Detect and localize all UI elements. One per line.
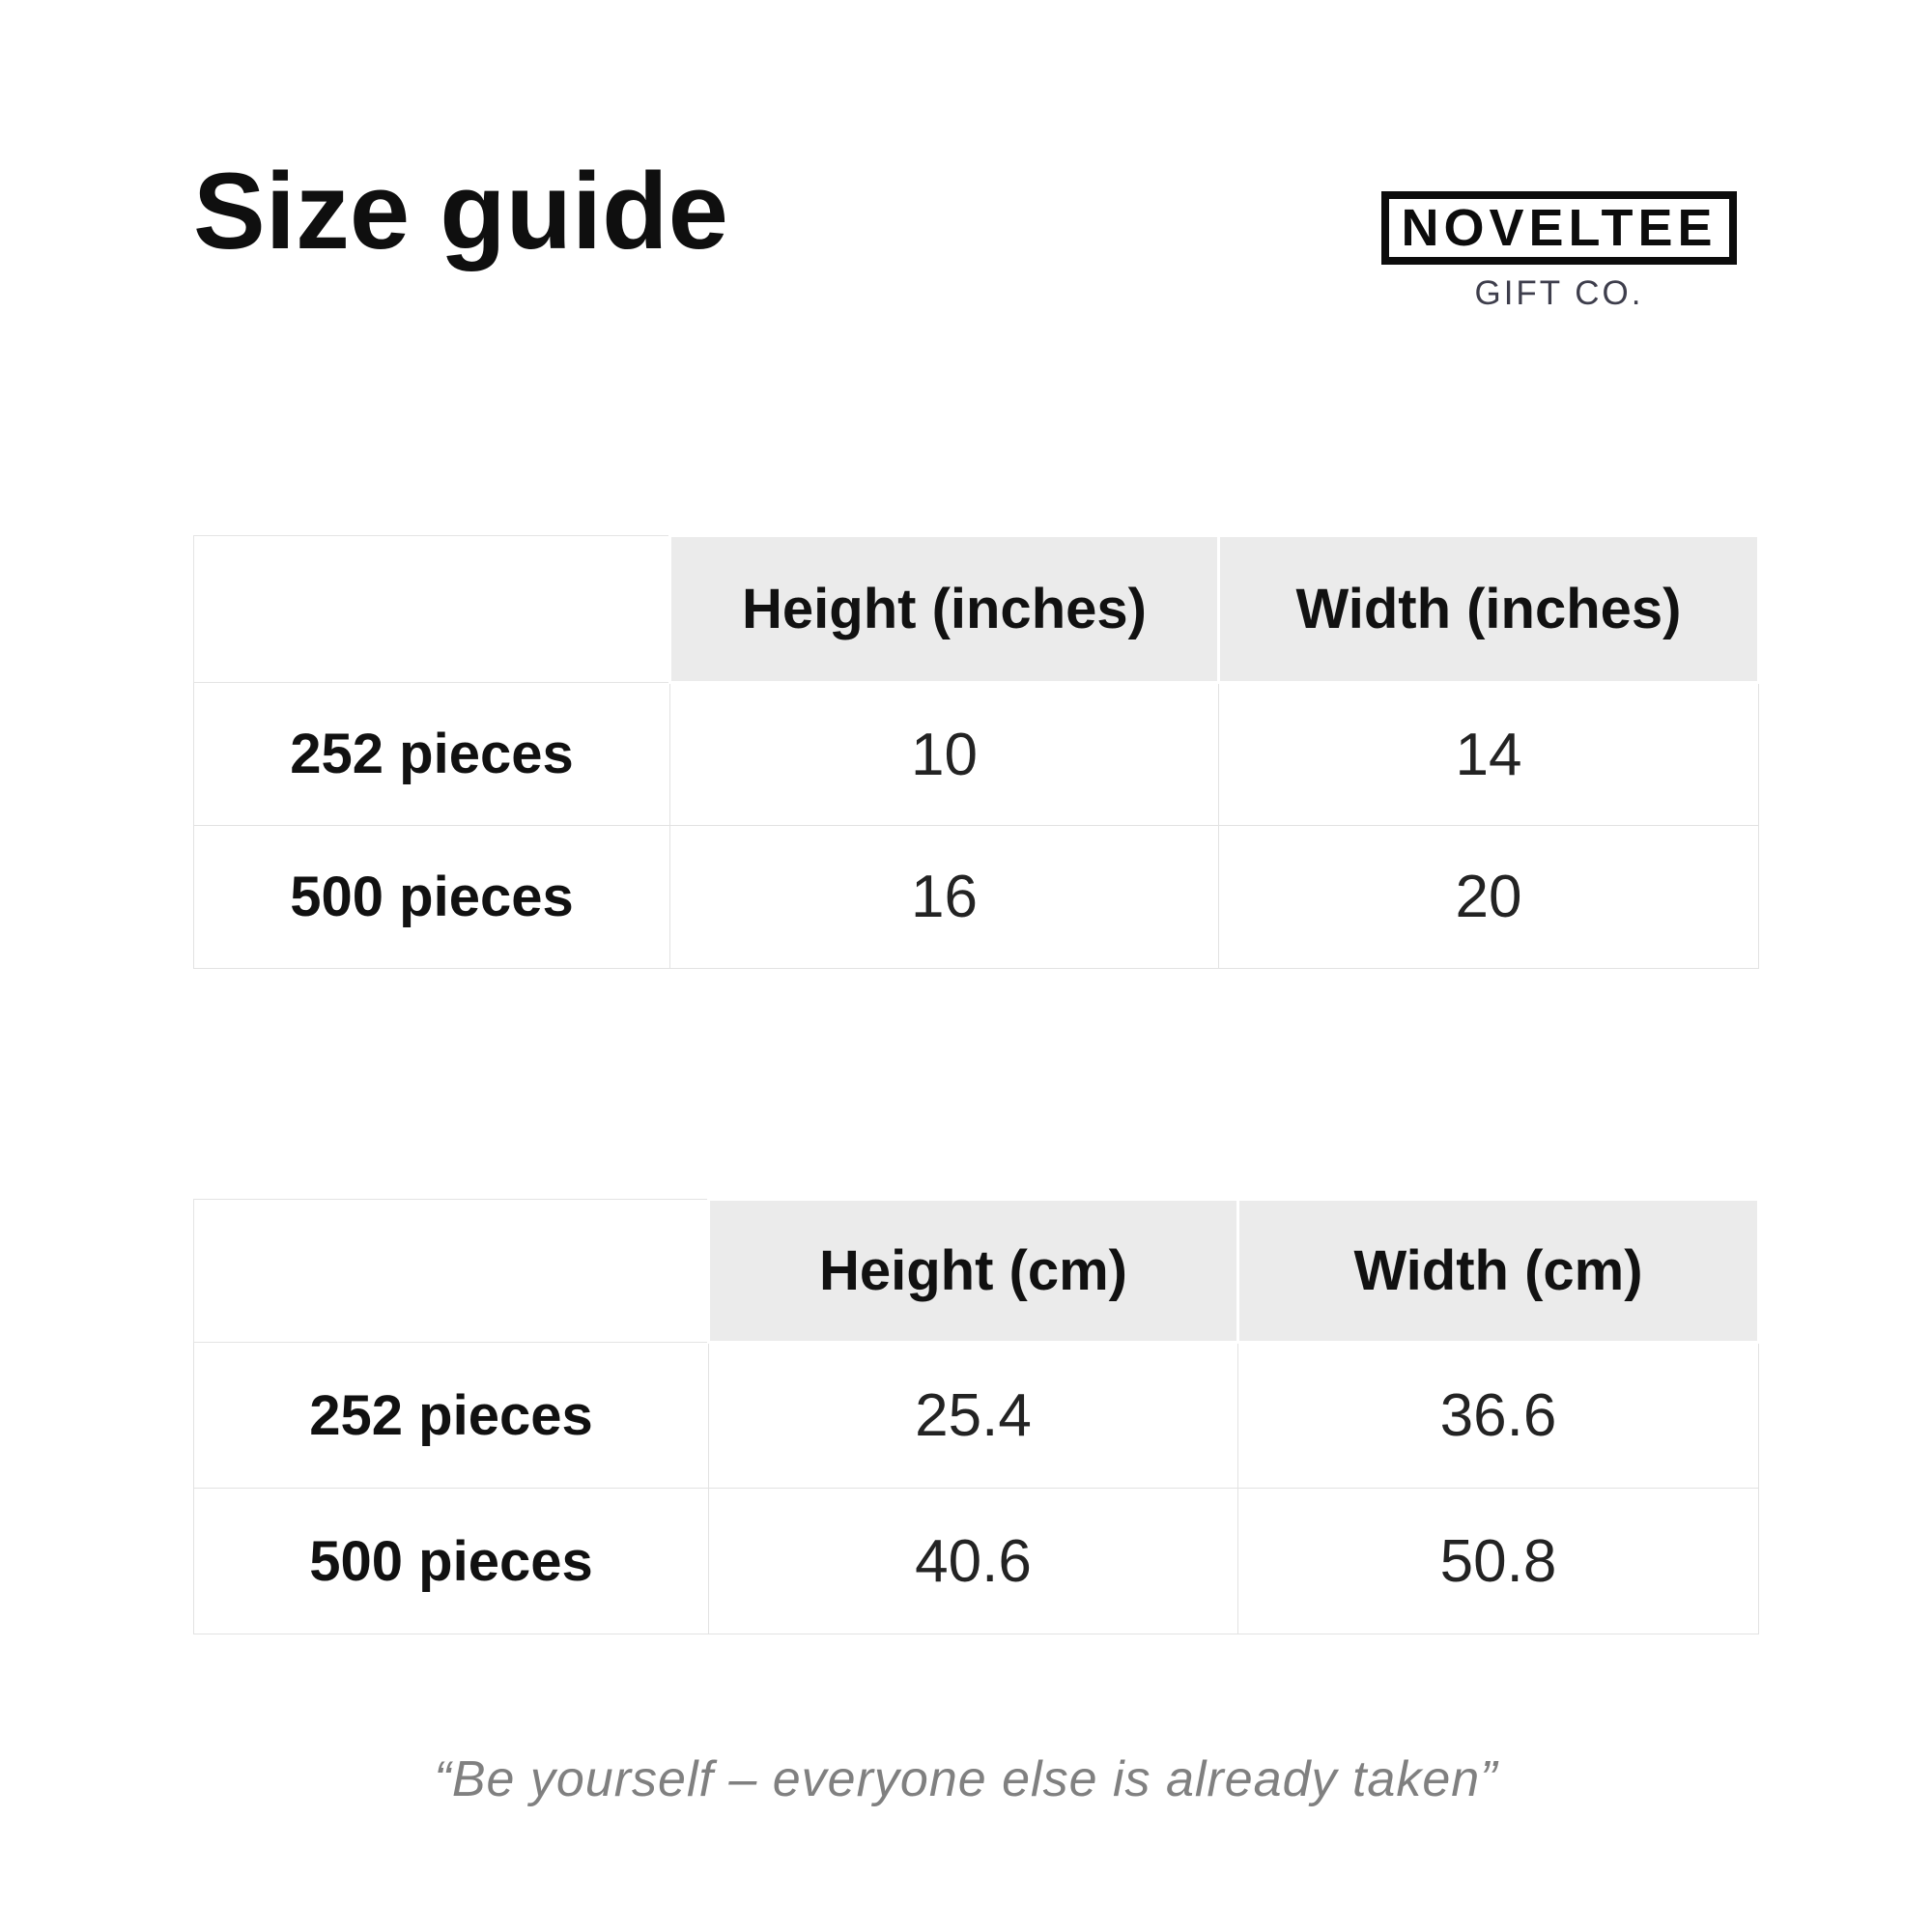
column-header-width-inches: Width (inches) <box>1219 536 1759 683</box>
value-cell: 50.8 <box>1238 1489 1759 1634</box>
value-cell: 10 <box>670 683 1219 826</box>
column-header-width-cm: Width (cm) <box>1238 1200 1759 1343</box>
size-table-cm <box>193 1198 1760 1634</box>
size-table-inches <box>193 534 1760 969</box>
brand-logo-frame <box>1381 191 1737 265</box>
table-row <box>194 683 1759 826</box>
row-label: 500 pieces <box>194 826 670 969</box>
corner-cell <box>194 536 670 683</box>
column-header-height-cm: Height (cm) <box>709 1200 1238 1343</box>
corner-cell <box>194 1200 709 1343</box>
row-label: 252 pieces <box>194 683 670 826</box>
value-cell: 16 <box>670 826 1219 969</box>
value-cell: 14 <box>1219 683 1759 826</box>
table-header-row <box>194 536 1759 683</box>
value-cell: 25.4 <box>709 1343 1238 1489</box>
brand-name: NOVELTEE <box>1401 199 1718 257</box>
column-header-height-inches: Height (inches) <box>670 536 1219 683</box>
page-title: Size guide <box>193 151 728 271</box>
value-cell: 36.6 <box>1238 1343 1759 1489</box>
quote-text: “Be yourself – everyone else is already taken” <box>434 1751 1498 1807</box>
brand-subtitle: GIFT CO. <box>1474 274 1644 312</box>
table-row <box>194 826 1759 969</box>
row-label: 252 pieces <box>194 1343 709 1489</box>
value-cell: 40.6 <box>709 1489 1238 1634</box>
table-row <box>194 1489 1759 1634</box>
row-label: 500 pieces <box>194 1489 709 1634</box>
value-cell: 20 <box>1219 826 1759 969</box>
brand-logo <box>1381 191 1737 313</box>
table-row <box>194 1343 1759 1489</box>
table-header-row <box>194 1200 1759 1343</box>
